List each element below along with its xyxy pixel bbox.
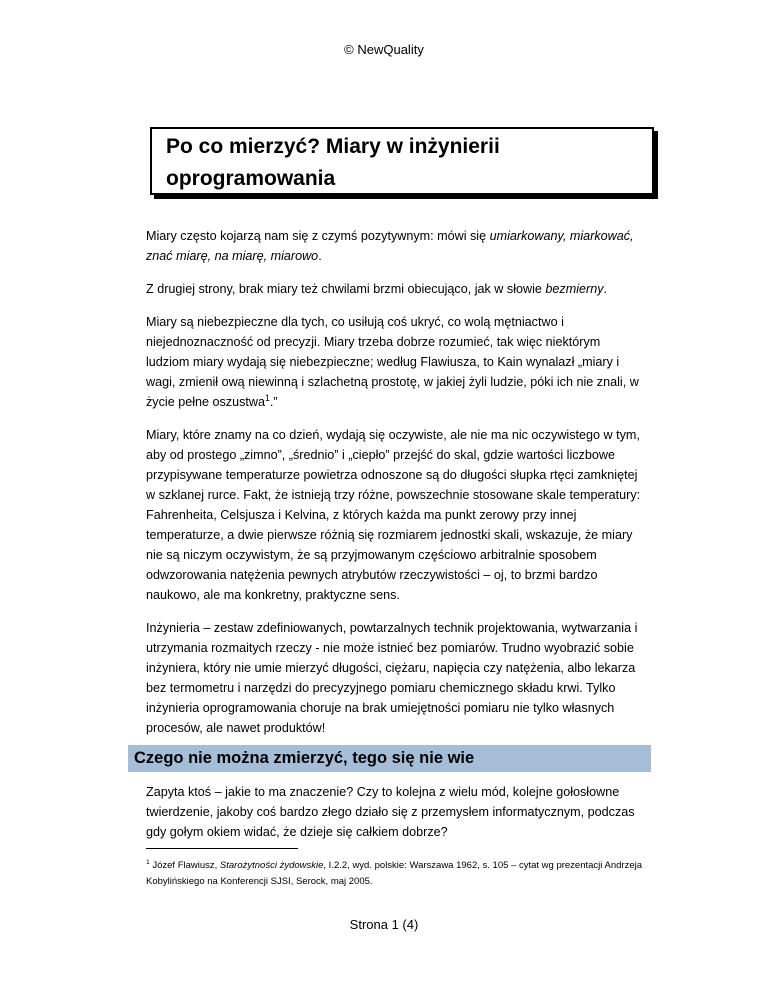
paragraph-1 [146,226,646,266]
paragraph-4: Miary, które znamy na co dzień, wydają się oczywiste, ale nie ma nic oczywistego w tym, aby od prostego „zimno”, „średnio” i „ciepło” przejść do skal, gdzie wartości liczbowe przypisywane temperaturze powietrza odnoszone są do długości słupka rtęci zamkniętej w szklanej rurce. Fakt, że istnieją trzy różne, powszechnie stosowane skale temperatury: Fahrenheita, Celsjusza i Kelvina, z których każda ma punkt zerowy przy innej temperaturze, a dwie pierwsze różnią się rozmiarem jednostki skali, wskazuje, że miary nie są niczym oczywistym, że są przyjmowanym częściowo arbitralnie sposobem odwzorowania natężenia pewnych atrybutów rzeczywistości – oj, to brzmi bardzo naukowo, ale ma konkretny, praktyczne sens. [146,428,641,602]
paragraph-1-text: Miary często kojarzą nam się z czymś pozytywnym: mówi się [146,229,490,243]
paragraph-5: Inżynieria – zestaw zdefiniowanych, powtarzalnych technik projektowania, wytwarzania i utrzymania rozmaitych rzeczy - nie może istnieć bez pomiarów. Trudno wyobrazić sobie inżyniera, który nie umie mierzyć długości, ciężaru, napięcia czy natężenia, albo lekarza bez termometru i narzędzi do precyzyjnego pomiaru chemicznego składu krwi. Tylko inżynieria oprogramowania choruje na brak umiejętności pomiaru nie tylko własnych procesów, ale nawet produktów! [146,621,638,735]
section-content [146,782,646,842]
body-content [146,226,646,751]
paragraph-3-text: Miary są niebezpieczne dla tych, co usiłują coś ukryć, co wolą mętniactwo i niejednoznaczność od precyzji. Miary trzeba dobrze rozumieć, tak więc niektórym ludziom miary wydają się niebezpieczne; według Flawiusza, to Kain wynalazł „miary i wagi, zmienił ową niewinną i szlachetną prostotę, w jakiej żyli ludzie, póki ich nie znali, w życie pełne oszustwa [146,315,639,409]
section-heading: Czego nie można zmierzyć, tego się nie wie [128,745,651,772]
paragraph-2-text: Z drugiej strony, brak miary też chwilami brzmi obiecująco, jak w słowie [146,282,546,296]
paragraph-3 [146,312,646,412]
footnote-number: 1 [146,858,150,866]
footnote [146,858,646,890]
paragraph-2 [146,279,646,299]
footnote-text: Józef Flawiusz, [149,860,220,871]
section-paragraph-1: Zapyta ktoś – jakie to ma znaczenie? Czy to kolejna z wielu mód, kolejne gołosłowne twierdzenie, jakoby coś bardzo złego działo się z przemysłem informatycznym, podczas gdy gołym okiem widać, że dzieje się całkiem dobrze? [146,785,635,839]
paragraph-1-emphasis: umiarkowany, miarkować, znać miarę, na miarę, miarowo [146,229,634,263]
paragraph-2-end: . [603,282,607,296]
footnote-reference[interactable]: 1 [265,392,270,403]
footnote-citation: , I.2.2, wyd. polskie: Warszawa 1962, s. 105 – cytat wg prezentacji Andrzeja Kobylińskiego na Konferencji SJSI, Serock, maj 2005. [146,860,642,887]
page-header: © NewQuality [344,42,424,57]
paragraph-2-emphasis: bezmierny [545,282,604,296]
paragraph-3-end: .” [269,395,278,409]
document-title: Po co mierzyć? Miary w inżynierii oprogramowania [150,127,654,195]
footnote-divider [146,848,298,849]
page-number: Strona 1 (4) [349,917,419,932]
footnote-book-title: Starożytności żydowskie [219,860,324,871]
paragraph-1-end: . [318,249,322,263]
